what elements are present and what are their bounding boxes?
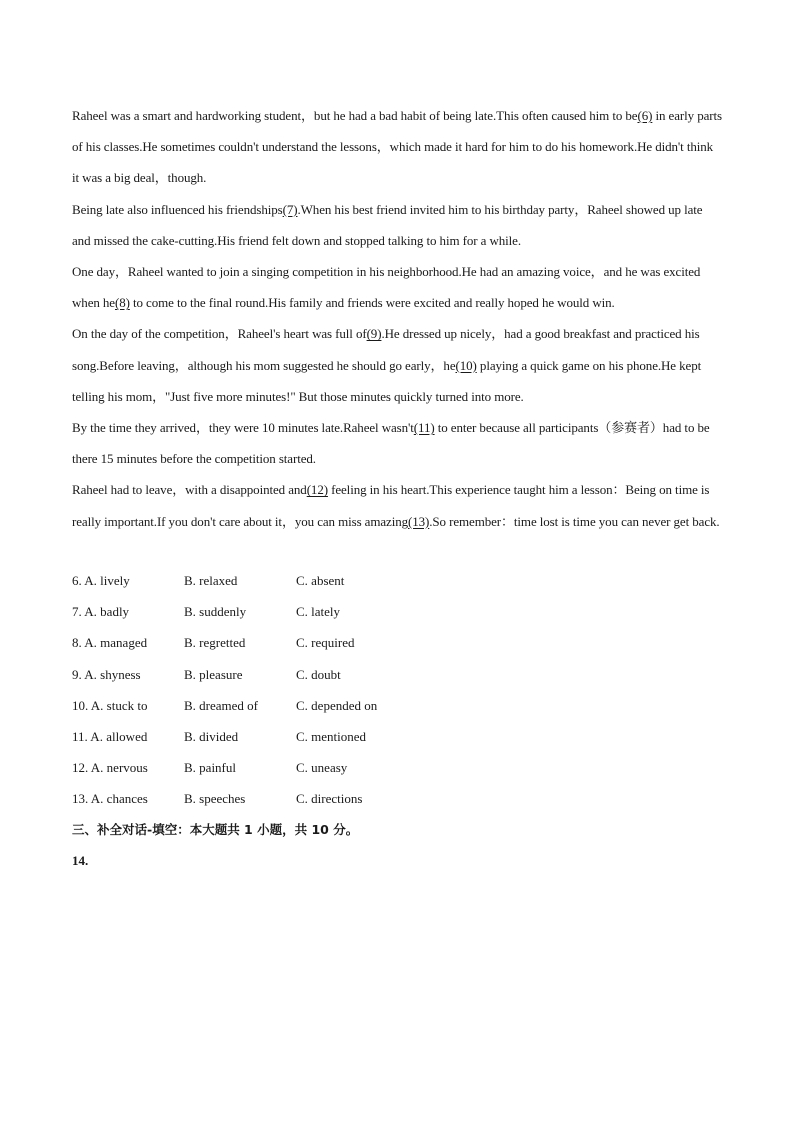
passage-text: On the day of the competition，Raheel's heart was full of bbox=[72, 326, 367, 342]
blank-7: (7) bbox=[282, 201, 298, 217]
passage-text: playing a quick game on his phone.He kept telling his mom，"Just five more minutes!" But those minutes quickly turned into more. bbox=[72, 357, 702, 404]
option-b: B. speeches bbox=[184, 791, 246, 807]
cloze-passage bbox=[72, 100, 722, 537]
option-b: B. painful bbox=[184, 760, 236, 776]
option-b: B. suddenly bbox=[184, 604, 247, 620]
option-row-13 bbox=[72, 783, 722, 814]
passage-text: One day，Raheel wanted to join a singing competition in his neighborhood.He had an amazing voice，and he was excited when he bbox=[72, 264, 701, 311]
blank-11: (11) bbox=[413, 420, 435, 436]
option-b: B. divided bbox=[184, 728, 239, 744]
passage-text: Raheel was a smart and hardworking student，but he had a bad habit of being late.This often caused him to be bbox=[72, 108, 638, 123]
option-a: 8. A. managed bbox=[72, 635, 148, 651]
blank-13: (13) bbox=[408, 513, 430, 529]
option-a: 12. A. nervous bbox=[72, 760, 148, 776]
passage-text: By the time they arrived，they were 10 minutes late.Raheel wasn't bbox=[72, 420, 414, 436]
option-c: C. depended on bbox=[296, 697, 378, 713]
option-row-7 bbox=[72, 596, 722, 627]
paragraph-3 bbox=[72, 256, 722, 318]
question-number: 14. bbox=[72, 853, 89, 868]
option-row-8 bbox=[72, 627, 722, 658]
paragraph-1 bbox=[72, 100, 722, 194]
option-b: B. regretted bbox=[184, 635, 246, 651]
passage-text: feeling in his heart.This experience taught him a lesson：Being on time is really important.If you don't care about it，you can miss amazing bbox=[72, 482, 710, 529]
option-row-6 bbox=[72, 565, 722, 596]
option-a: 7. A. badly bbox=[72, 604, 130, 620]
option-b: B. dreamed of bbox=[184, 697, 259, 713]
option-a: 10. A. stuck to bbox=[72, 697, 148, 713]
paragraph-4 bbox=[72, 318, 722, 412]
passage-text: Raheel had to leave，with a disappointed and bbox=[72, 482, 307, 498]
passage-text: to come to the final round.His family and friends were excited and really hoped he would win. bbox=[133, 295, 615, 311]
option-c: C. doubt bbox=[296, 666, 341, 682]
option-c: C. uneasy bbox=[296, 760, 348, 776]
option-row-9 bbox=[72, 659, 722, 690]
blank-6: (6) bbox=[637, 108, 653, 123]
option-a: 13. A. chances bbox=[72, 791, 148, 807]
section-heading: 三、补全对话-填空：本大题共 1 小题，共 10 分。 bbox=[72, 822, 359, 837]
paragraph-2 bbox=[72, 194, 722, 256]
option-a: 11. A. allowed bbox=[72, 728, 148, 744]
option-row-10 bbox=[72, 690, 722, 721]
option-b: B. pleasure bbox=[184, 666, 243, 682]
passage-text: .When his best friend invited him to his birthday party，Raheel showed up late and missed the cake-cutting.His friend felt down and stopped talking to him for a while. bbox=[72, 201, 703, 248]
blank-9: (9) bbox=[366, 326, 382, 342]
option-c: C. directions bbox=[296, 791, 363, 807]
option-row-12 bbox=[72, 752, 722, 783]
option-c: C. required bbox=[296, 635, 355, 651]
blank-8: (8) bbox=[114, 295, 130, 311]
option-a: 6. A. lively bbox=[72, 573, 130, 588]
passage-text: to enter because all participants（参赛者）had to be there 15 minutes before the competition started. bbox=[72, 420, 710, 467]
paragraph-6 bbox=[72, 474, 722, 536]
blank-10: (10) bbox=[455, 357, 477, 373]
option-c: C. absent bbox=[296, 573, 345, 588]
paragraph-5 bbox=[72, 412, 722, 474]
passage-text: .So remember：time lost is time you can never get back. bbox=[429, 513, 720, 529]
passage-text: Being late also influenced his friendships bbox=[72, 201, 283, 217]
option-row-11 bbox=[72, 721, 722, 752]
option-b: B. relaxed bbox=[184, 573, 238, 588]
blank-12: (12) bbox=[306, 482, 328, 498]
option-c: C. mentioned bbox=[296, 728, 367, 744]
answer-options bbox=[72, 565, 722, 815]
option-c: C. lately bbox=[296, 604, 341, 620]
option-a: 9. A. shyness bbox=[72, 666, 141, 682]
passage-text: .He dressed up nicely，had a good breakfast and practiced his song.Before leaving，although his mom suggested he should go early，he bbox=[72, 326, 700, 373]
passage-text: in early parts of his classes.He sometimes couldn't understand the lessons，which made it hard for him to do his homework.He didn't think it was a big deal，though. bbox=[72, 108, 722, 186]
